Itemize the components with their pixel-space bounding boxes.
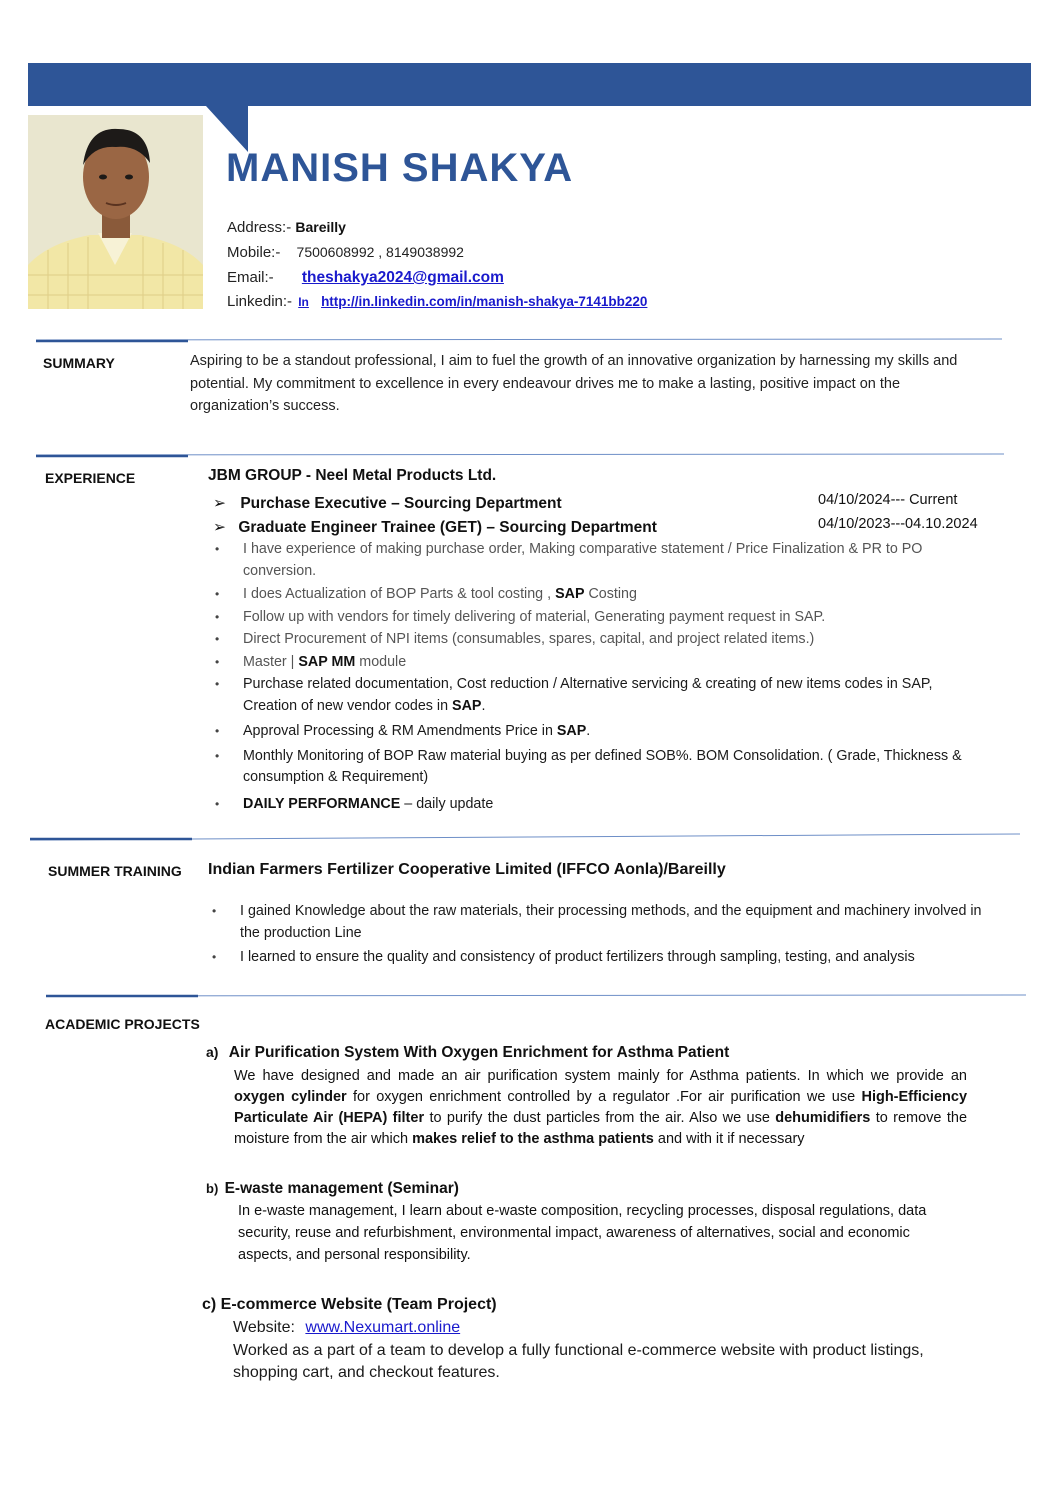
- website-link[interactable]: www.Nexumart.online: [305, 1319, 461, 1336]
- summary-text: Aspiring to be a standout professional, I aim to fuel the growth of an innovative organization by harnessing my skills and potential. My commitment to excellence in every endeavour drives me to make a lasting, positive impact on the organization’s success.: [190, 353, 958, 414]
- website-label: Website:: [233, 1319, 295, 1336]
- projects-heading: ACADEMIC PROJECTS: [45, 1016, 200, 1032]
- company-name: JBM GROUP - Neel Metal Products Ltd.: [208, 467, 497, 484]
- linkedin-link[interactable]: http://in.linkedin.com/in/manish-shakya-7141bb220: [321, 294, 648, 309]
- list-item: • Monthly Monitoring of BOP Raw material buying as per defined SOB%. BOM Consolidation. ( Grade, Thickness & consumption & Requirement): [209, 746, 979, 789]
- role-1-title: Purchase Executive – Sourcing Department: [240, 495, 562, 512]
- email-line: [227, 269, 504, 287]
- mobile-value: 7500608992 , 8149038992: [296, 244, 464, 260]
- section-divider: [30, 831, 1020, 843]
- address-line: [227, 219, 346, 236]
- project-c-title: c) E-commerce Website (Team Project): [202, 1296, 497, 1313]
- arrow-icon: ➢: [213, 495, 226, 512]
- list-item: • I does Actualization of BOP Parts & tool costing , SAP Costing: [209, 584, 979, 606]
- arrow-icon: ➢: [213, 519, 226, 536]
- linkedin-label: Linkedin:-: [227, 293, 293, 310]
- section-divider: [36, 451, 1004, 461]
- list-item: • I learned to ensure the quality and consistency of product fertilizers through sampling, testing, and analysis: [206, 947, 996, 969]
- role-2: [213, 518, 657, 537]
- project-a-title: Air Purification System With Oxygen Enrichment for Asthma Patient: [228, 1044, 730, 1061]
- project-c-website: [233, 1319, 460, 1337]
- project-a-label: a): [206, 1044, 219, 1060]
- profile-photo: [28, 115, 203, 309]
- list-item: • Purchase related documentation, Cost reduction / Alternative servicing & creating of new items codes in SAP, Creation of new vendor codes in SAP.: [209, 674, 979, 717]
- training-bullets: [206, 901, 996, 969]
- person-photo-icon: [28, 115, 203, 309]
- project-b-title: E-waste management (Seminar): [224, 1180, 459, 1197]
- linkedin-line: [227, 293, 647, 310]
- project-b-label: b): [206, 1181, 219, 1196]
- candidate-name: MANISH SHAKYA: [226, 146, 574, 190]
- role-2-title: Graduate Engineer Trainee (GET) – Sourcing Department: [238, 519, 657, 536]
- project-b-heading: [206, 1180, 459, 1198]
- email-link[interactable]: theshakya2024@gmail.com: [301, 269, 504, 286]
- role-1: [213, 494, 562, 513]
- list-item: • Direct Procurement of NPI items (consumables, spares, capital, and project related items.): [209, 629, 979, 651]
- mobile-label: Mobile:-: [227, 244, 281, 261]
- role-1-dates: 04/10/2024--- Current: [818, 492, 958, 508]
- project-b-text: In e-waste management, I learn about e-waste composition, recycling processes, disposal regulations, data security, reuse and refurbishment, environmental impact, awareness of alternatives, social and economic aspects, and personal responsibility.: [238, 1203, 927, 1263]
- project-a-text: We have designed and made an air purification system mainly for Asthma patients. In which we provide an oxygen cylinder for oxygen enrichment controlled by a regulator .For air purification we use High-Efficiency Particulate Air (HEPA) filter to purify the dust particles from the air. Also we use dehumidifiers to remove the moisture from the air which makes relief to the asthma patients and with it if necessary: [234, 1068, 968, 1147]
- mobile-line: [227, 244, 464, 261]
- training-heading: SUMMER TRAINING: [48, 863, 182, 879]
- summary-heading: SUMMARY: [43, 355, 115, 371]
- section-divider: [36, 336, 1002, 346]
- training-org: Indian Farmers Fertilizer Cooperative Limited (IFFCO Aonla)/Bareilly: [208, 861, 726, 878]
- header-band: [28, 63, 1031, 106]
- experience-bullets: [209, 539, 979, 815]
- experience-heading: EXPERIENCE: [45, 470, 136, 486]
- section-divider: [46, 991, 1026, 1001]
- list-item: • DAILY PERFORMANCE – daily update: [209, 794, 979, 816]
- role-2-dates: 04/10/2023---04.10.2024: [818, 516, 978, 532]
- project-a-heading: [206, 1044, 729, 1062]
- project-c-text: Worked as a part of a team to develop a fully functional e-commerce website with product listings, shopping cart, and checkout features.: [233, 1342, 924, 1381]
- address-value: Bareilly: [295, 219, 346, 235]
- list-item: • Master | SAP MM module: [209, 652, 979, 674]
- linkedin-icon[interactable]: In: [298, 295, 309, 309]
- list-item: • I gained Knowledge about the raw materials, their processing methods, and the equipment and machinery involved in the production Line: [206, 901, 996, 944]
- email-label: Email:-: [227, 269, 274, 286]
- list-item: • Follow up with vendors for timely delivering of material, Generating payment request in SAP.: [209, 607, 979, 629]
- list-item: • Approval Processing & RM Amendments Price in SAP.: [209, 721, 979, 743]
- list-item: • I have experience of making purchase order, Making comparative statement / Price Finalization & PR to PO conversion.: [209, 539, 979, 582]
- address-label: Address:-: [227, 219, 292, 236]
